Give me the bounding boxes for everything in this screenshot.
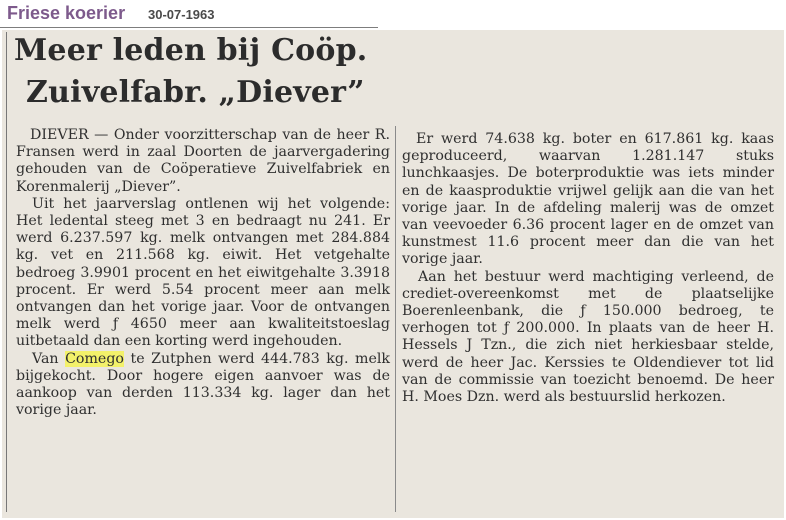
- page-header: [0, 0, 786, 28]
- article-column-1: [16, 127, 390, 419]
- column-divider: [395, 126, 396, 512]
- paragraph-text: Van: [32, 350, 66, 367]
- paragraph-text: te Zutphen werd 444.783 kg. melk bijgekocht. Door hogere eigen aanvoer was de aankoop van derden 113.334 kg. lager dan het vorige jaar.: [16, 350, 390, 419]
- article-column-2: [402, 131, 774, 406]
- paragraph: Uit het jaarverslag ontlenen wij het volgende: Het ledental steeg met 3 en bedraagt nu 241. Er werd 6.237.597 kg. melk ontvangen met 284.884 kg. vet en 211.568 kg. eiwit. Het vetgehalte bedroeg 3.9901 procent en het eiwitgehalte 3.3918 procent. Er werd 5.54 procent meer aan melk ontvangen dan het vorige jaar. Voor de ontvangen melk werd ƒ 4650 meer aan kwaliteitstoeslag uitbetaald dan een korting werd ingehouden.: [16, 195, 390, 350]
- headline-line-1: Meer leden bij Coöp.: [14, 33, 368, 68]
- paragraph: Er werd 74.638 kg. boter en 617.861 kg. kaas geproduceerd, waarvan 1.281.147 stuks lunchkaasjes. De boterproduktie was iets minder en de kaasproduktie vrijwel gelijk aan die van het vorige jaar. In de afdeling malerij was de omzet van veevoeder 6.36 procent lager en de omzet van kunstmest 11.6 procent meer dan die van het vorige jaar.: [402, 131, 774, 268]
- paragraph: Aan het bestuur werd machtiging verleend, de crediet-overeenkomst met de plaatselijke Boerenleenbank, die ƒ 150.000 bedroeg, te verhogen tot ƒ 200.000. In plaats van de heer H. Hessels J Tzn., die zich niet herkiesbaar stelde, werd de heer Jac. Kerssies te Oldendiever tot lid van de commissie van toezicht benoemd. De heer H. Moes Dzn. werd als bestuurslid herkozen.: [402, 268, 774, 406]
- headline-line-2: Zuivelfabr. „Diever”: [26, 75, 365, 110]
- header-divider: [0, 27, 378, 28]
- paragraph: DIEVER — Onder voorzitterschap van de heer R. Fransen werd in zaal Doorten de jaarvergadering gehouden van de Coöperatieve Zuivelfabriek en Korenmalerij „Diever”.: [16, 127, 390, 195]
- publication-date: 30-07-1963: [148, 7, 215, 22]
- newspaper-clipping: [2, 30, 784, 518]
- newspaper-title: Friese koerier: [7, 3, 126, 23]
- search-highlight: Comego: [65, 350, 124, 367]
- paragraph: [16, 351, 390, 420]
- clipping-left-border: [6, 32, 7, 512]
